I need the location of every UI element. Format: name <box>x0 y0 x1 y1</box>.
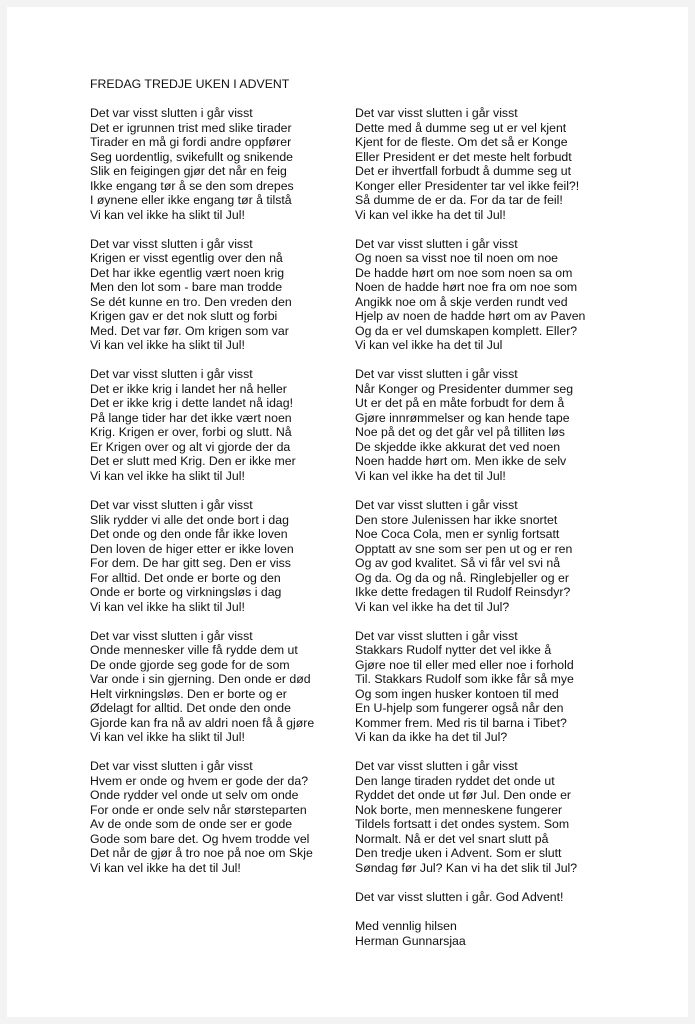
poem-line: Ryddet det onde ut før Jul. Den onde er <box>355 788 572 803</box>
poem-line: Det var visst slutten i går visst <box>355 367 518 382</box>
poem-line: Når Konger og Presidenter dummer seg <box>355 381 574 396</box>
poem-line: Så dumme de er da. For da tar de feil! <box>355 193 563 207</box>
poem-line: For alltid. Det onde er borte og den <box>90 570 281 585</box>
poem-line: Angikk noe om å skje verden rundt ved <box>355 294 568 309</box>
poem-line: Vi kan vel ikke ha det til Jul! <box>355 468 506 483</box>
poem-line: Det er ikke krig i dette landet nå idag! <box>90 396 294 411</box>
stanza <box>90 629 345 745</box>
poem-line: For onde er onde selv når størsteparten <box>90 802 307 817</box>
stanza <box>355 629 617 745</box>
poem-line: Vi kan vel ikke ha slikt til Jul! <box>90 338 245 353</box>
poem-line: Det var visst slutten i går visst <box>90 106 253 120</box>
poem-line: Det når de gjør å tro noe på noe om Skje <box>90 846 313 861</box>
poem-line: Gjøre innrømmelser og kan hende tape <box>355 410 570 425</box>
poem-line: De hadde hørt om noe som noen sa om <box>355 265 573 280</box>
right-stanzas <box>355 106 617 875</box>
poem-line: Eller President er det meste helt forbudt <box>355 149 572 164</box>
poem-line: Det onde og den onde får ikke loven <box>90 527 288 542</box>
poem-line: Tildels fortsatt i det ondes system. Som <box>355 817 570 832</box>
poem-line: Gjorde kan fra nå av aldri noen få å gjøre <box>90 715 315 730</box>
signature-block <box>355 919 617 948</box>
poem-line: Helt virkningsløs. Den er borte og er <box>90 686 287 701</box>
poem-line: Av de onde som de onde ser er gode <box>90 817 293 832</box>
poem-line: Det var visst slutten i går visst <box>90 498 253 513</box>
poem-line: Noe på det og det går vel på tilliten løs <box>355 425 565 440</box>
poem-line: Vi kan vel ikke ha det til Jul! <box>90 860 241 875</box>
poem-line: Det er igrunnen trist med slike tirader <box>90 120 292 135</box>
poem-line: Se dét kunne en tro. Den vreden den <box>90 294 292 309</box>
poem-line: Hvem er onde og hvem er gode der da? <box>90 773 309 788</box>
poem-line: Det var visst slutten i går visst <box>355 759 518 774</box>
poem-line: Nok borte, men menneskene fungerer <box>355 802 563 817</box>
poem-line: Det var visst slutten i går visst <box>355 498 518 513</box>
poem-line: Med. Det var før. Om krigen som var <box>90 323 289 338</box>
poem-line: Vi kan vel ikke ha det til Jul <box>355 338 503 353</box>
poem-line: For dem. De har gitt seg. Den er viss <box>90 556 291 571</box>
document-page <box>7 7 688 1017</box>
poem-line: Det er ikke krig i landet her nå heller <box>90 381 287 396</box>
poem-line: Onde rydder vel onde ut selv om onde <box>90 788 299 803</box>
stanza <box>355 106 617 222</box>
poem-line: Gode som bare det. Og hvem trodde vel <box>90 831 310 846</box>
poem-line: Ut er det på en måte forbudt for dem å <box>355 396 565 411</box>
poem-line: Og da er vel dumskapen komplett. Eller? <box>355 323 578 338</box>
poem-line: Ødelagt for alltid. Det onde den onde <box>90 701 291 716</box>
poem-line: Ikke engang tør å se den som drepes <box>90 178 294 193</box>
poem-line: Stakkars Rudolf nytter det vel ikke å <box>355 643 552 658</box>
poem-line: Krigen gav er det nok slutt og forbi <box>90 309 278 324</box>
poem-line: Noen hadde hørt om. Men ikke de selv <box>355 454 567 469</box>
poem-line: Krig. Krigen er over, forbi og slutt. Nå <box>90 425 292 440</box>
stanza <box>90 106 345 222</box>
stanza <box>355 498 617 614</box>
poem-line: Kommer frem. Med ris til barna i Tibet? <box>355 715 567 730</box>
poem-line: Den loven de higer etter er ikke loven <box>90 541 294 556</box>
poem-line: Vi kan vel ikke ha det til Jul? <box>355 599 510 614</box>
poem-line: Var onde i sin gjerning. Den onde er død <box>90 672 311 687</box>
poem-line: Søndag før Jul? Kan vi ha det slik til Jul? <box>355 860 578 875</box>
poem-line: På lange tider har det ikke vært noen <box>90 410 292 425</box>
document-title: FREDAG TREDJE UKEN I ADVENT <box>90 77 290 91</box>
poem-line: Dette med å dumme seg ut er vel kjent <box>355 120 567 135</box>
poem-line: Det er slutt med Krig. Den er ikke mer <box>90 454 296 469</box>
poem-line: Det var visst slutten i går visst <box>355 628 518 643</box>
stanza <box>355 759 617 875</box>
poem-line: Normalt. Nå er det vel snart slutt på <box>355 831 549 846</box>
poem-line: Det var visst slutten i går visst <box>90 367 253 382</box>
poem-line: Vi kan vel ikke ha slikt til Jul! <box>90 207 245 222</box>
poem-line: Det har ikke egentlig vært noen krig <box>90 265 285 280</box>
poem-line: Og som ingen husker kontoen til med <box>355 686 559 701</box>
poem-line: Kjent for de fleste. Om det så er Konge <box>355 135 568 149</box>
poem-line: Og noen sa visst noe til noen om noe <box>355 251 559 266</box>
poem-line: Det var visst slutten i går visst <box>355 236 518 251</box>
poem-line: Den tredje uken i Advent. Som er slutt <box>355 846 562 861</box>
poem-line: Tirader en må gi fordi andre oppfører <box>90 135 292 149</box>
poem-line: Onde mennesker ville få rydde dem ut <box>90 643 298 658</box>
poem-line: Men den lot som - bare man trodde <box>90 280 283 295</box>
signature-greeting: Med vennlig hilsen <box>355 919 457 934</box>
poem-line: Vi kan vel ikke ha slikt til Jul! <box>90 599 245 614</box>
poem-line: Onde er borte og virkningsløs i dag <box>90 585 282 600</box>
stanza <box>90 237 345 353</box>
poem-line: Det var visst slutten i går visst <box>90 236 253 251</box>
left-poem-column <box>90 106 345 890</box>
poem-line: Hjelp av noen de hadde hørt om av Paven <box>355 309 586 324</box>
poem-line: Konger eller Presidenter tar vel ikke feil?! <box>355 178 580 193</box>
poem-line: Slik rydder vi alle det onde bort i dag <box>90 512 289 527</box>
poem-line: En U-hjelp som fungerer også når den <box>355 701 564 716</box>
stanza <box>90 367 345 483</box>
stanza <box>90 759 345 875</box>
poem-line: Til. Stakkars Rudolf som ikke får så mye <box>355 672 574 687</box>
stanza <box>355 367 617 483</box>
poem-line: Gjøre noe til eller med eller noe i forhold <box>355 657 574 672</box>
poem-line: De onde gjorde seg gode for de som <box>90 657 290 672</box>
poem-line: Den lange tiraden ryddet det onde ut <box>355 773 555 788</box>
poem-line: Seg uordentlig, svikefullt og snikende <box>90 149 294 164</box>
poem-line: Det var visst slutten i går visst <box>90 759 253 774</box>
stanza <box>355 237 617 353</box>
poem-line: Noen de hadde hørt noe fra om noe som <box>355 280 578 295</box>
poem-line: Opptatt av sne som ser pen ut og er ren <box>355 541 573 556</box>
signature-name: Herman Gunnarsjaa <box>355 933 466 948</box>
right-poem-column <box>355 106 617 948</box>
poem-line: Det var visst slutten i går visst <box>355 106 518 120</box>
poem-line: Det var visst slutten i går visst <box>90 628 253 643</box>
poem-line: Krigen er visst egentlig over den nå <box>90 251 283 266</box>
poem-line: Vi kan vel ikke ha slikt til Jul! <box>90 730 245 745</box>
poem-line: Noe Coca Cola, men er synlig fortsatt <box>355 527 560 542</box>
poem-line: Er Krigen over og alt vi gjorde der da <box>90 439 291 454</box>
closing-line: Det var visst slutten i går. God Advent! <box>355 890 564 905</box>
stanza <box>90 498 345 614</box>
poem-line: I øynene eller ikke engang tør å tilstå <box>90 193 292 207</box>
poem-line: Slik en feigingen gjør det når en feig <box>90 164 287 178</box>
poem-line: Den store Julenissen har ikke snortet <box>355 512 558 527</box>
poem-line: Og av god kvalitet. Så vi får vel svi nå <box>355 556 561 571</box>
poem-line: Det er ihvertfall forbudt å dumme seg ut <box>355 164 571 178</box>
poem-line: Vi kan vel ikke ha slikt til Jul! <box>90 468 245 483</box>
poem-line: Ikke dette fredagen til Rudolf Reinsdyr? <box>355 585 571 600</box>
poem-line: Og da. Og da og nå. Ringlebjeller og er <box>355 570 569 585</box>
poem-line: De skjedde ikke akkurat det ved noen <box>355 439 561 454</box>
poem-line: Vi kan vel ikke ha det til Jul! <box>355 207 506 222</box>
poem-line: Vi kan da ikke ha det til Jul? <box>355 730 508 745</box>
